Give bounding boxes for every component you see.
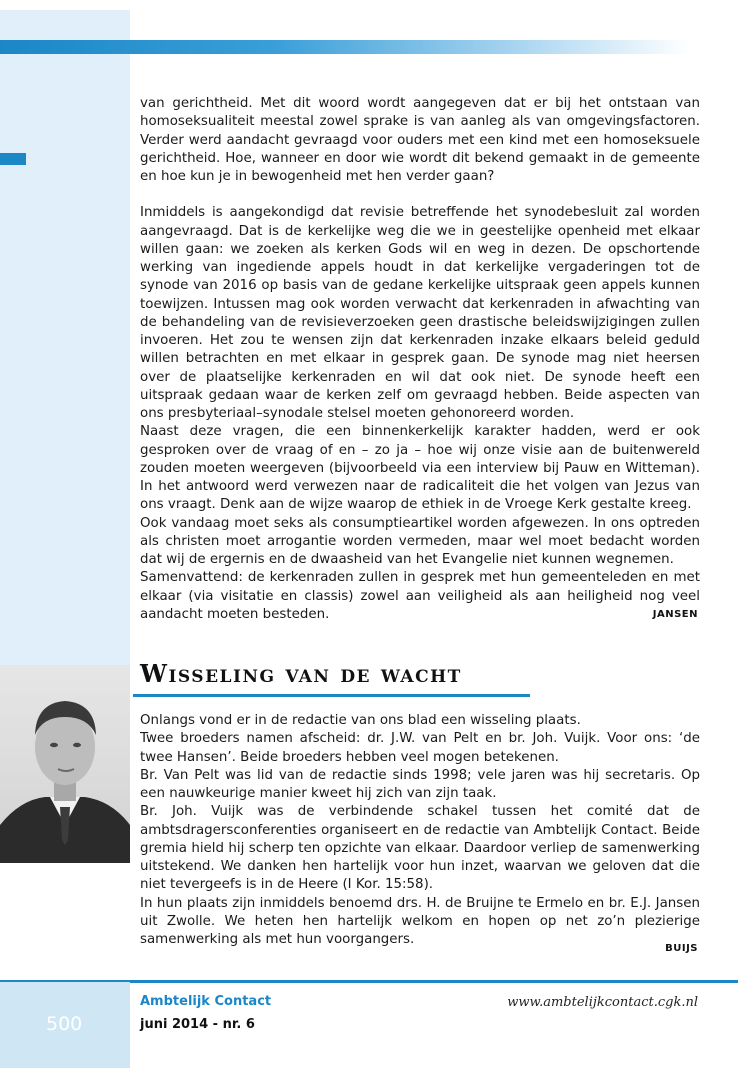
author-signature: JANSEN [652,609,698,620]
side-marker [0,153,26,165]
author-signature: BUIJS [665,943,698,954]
title-underline [133,694,530,697]
top-decorative-bar [0,40,690,54]
left-margin-panel [0,10,130,665]
portrait-illustration [0,665,130,863]
website-link[interactable]: www.ambtelijkcontact.cgk.nl [507,995,698,1010]
paragraph: Br. Joh. Vuijk was de verbindende schakel tussen het comité dat de ambtsdragersconferenties organiseert en de redactie van Ambtelijk Contact. Beide gremia hield hij scherp ten opzichte van elkaar. Daardoor verliep de samenwerking uitstekend. We danken hen hartelijk voor hun inzet, waarvan we geloven dat die niet tevergeefs is in de Heere (I Kor. 15:58). [140,804,700,893]
paragraph: Br. Van Pelt was lid van de redactie sinds 1998; vele jaren was hij secretaris. Op een nauwkeurige manier kweet hij zich van zijn taak. [140,767,700,801]
paragraph: Naast deze vragen, die een binnenkerkelijk karakter hadden, werd er ook gesproken over de vraag of en – zo ja – hoe wij onze visie aan de buitenwereld zouden moeten weergeven (bijvoorbeeld via een interview bij Pauw en Witteman). In het antwoord werd verwezen naar de radicaliteit die het volgen van Jezus van ons vraagt. Denk aan de wijze waarop de ethiek in de Vroege Kerk gestalte kreeg. [140,424,700,513]
paragraph: Twee broeders namen afscheid: dr. J.W. van Pelt en br. Joh. Vuijk. Voor ons: ‘de twee Hansen’. Beide broeders hebben veel mogen betekenen. [140,731,700,765]
magazine-title: Ambtelijk Contact [140,994,272,1009]
article-continuation [140,95,700,624]
paragraph: Onlangs vond er in de redactie van ons blad een wisseling plaats. [140,713,581,728]
paragraph: van gerichtheid. Met dit woord wordt aangegeven dat er bij het ontstaan van homoseksualiteit meestal zowel sprake is van aanleg als van omgevingsfactoren. Verder werd aandacht gevraagd voor ouders met een kind met een homoseksuele gerichtheid. Hoe, wanneer en door wie wordt dit bekend gemaakt in de gemeente en hoe kun je in bewogenheid met hen verder gaan? [140,96,700,184]
paragraph: Samenvattend: de kerkenraden zullen in gesprek met hun gemeenteleden en met elkaar (via visitatie en classis) zowel aan veiligheid als aan heiligheid nog veel aandacht moeten besteden. [140,570,700,622]
paragraph: Ook vandaag moet seks als consumptieartikel worden afgewezen. In ons optreden als christen moet arrogantie worden vermeden, maar wel moet bedacht worden dat wij de ergernis en de dwaasheid van het Evangelie niet kunnen wegnemen. [140,515,700,567]
page-number: 500 [46,1013,83,1035]
article-body [140,712,700,949]
article-title: Wisseling van de wacht [140,659,462,688]
paragraph: Inmiddels is aangekondigd dat revisie betreffende het synodebesluit zal worden aangevraagd. Dat is de kerkelijke weg die we in geestelijke openheid met elkaar willen gaan: we zoeken als kerken Gods wil en weg in dezen. De opschortende werking van ingediende appels houdt in dat kerkelijke vergaderingen tot de synode van 2016 op basis van de gedane kerkelijke uitspraak geen appels kunnen toewijzen. Intussen mag ook worden verwacht dat kerkenraden in afwachting van de behandeling van de revisieverzoeken geen drastische beleidswijzigingen zullen invoeren. Het zou te wensen zijn dat kerkenraden inzake elkaars beleid geduld willen betrachten en met elkaar in gesprek gaan. De synode mag niet heersen over de plaatselijke kerkenraden en wil dat ook niet. De synode heeft een uitspraak gedaan waar de kerken zelf om gevraagd hebben. Beide aspecten van ons presbyteriaal–synodale stelsel moeten gehonoreerd worden. [140,205,700,421]
issue-date: juni 2014 - nr. 6 [140,1017,255,1032]
author-portrait-photo [0,665,130,863]
paragraph: In hun plaats zijn inmiddels benoemd drs. H. de Bruijne te Ermelo en br. E.J. Jansen uit Zwolle. We heten hen hartelijk welkom en hopen op net zo’n plezierige samenwerking als met hun voorgangers. [140,895,700,947]
